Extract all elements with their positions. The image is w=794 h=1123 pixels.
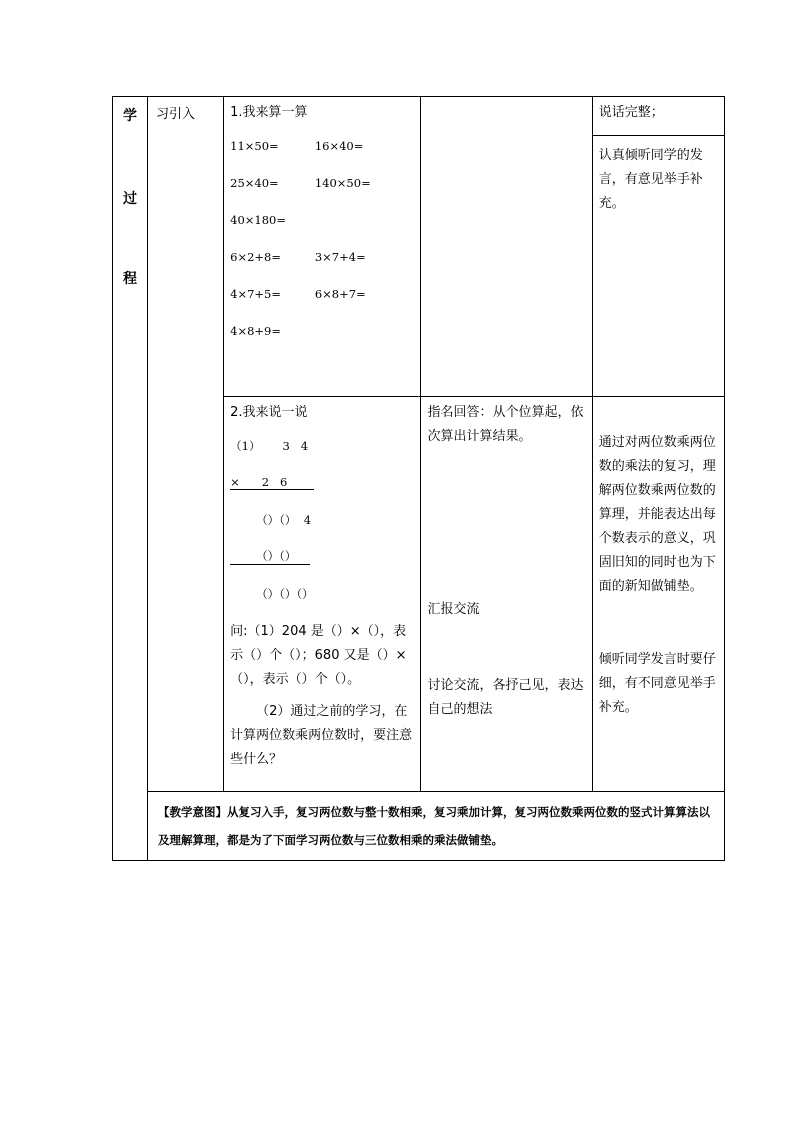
lesson-plan-table xyxy=(112,96,725,861)
vertical-line xyxy=(230,501,414,538)
calc-row xyxy=(230,275,414,312)
student-note: 认真倾听同学的发言，有意见举手补充。 xyxy=(593,135,724,216)
calc-item: 6×8+7= xyxy=(314,286,366,301)
student-note: 说话完整； xyxy=(598,105,664,120)
vertical-text: × 2 6 xyxy=(230,475,314,490)
vertical-line xyxy=(230,538,414,575)
section2-title: 2.我来说一说 xyxy=(230,405,308,420)
vertical-text: （）（） xyxy=(230,548,310,565)
calc-row xyxy=(230,127,414,164)
student-cell xyxy=(592,97,724,397)
vertical-line xyxy=(230,575,414,612)
vertical-line xyxy=(230,464,414,501)
teacher-note: 汇报交流 xyxy=(427,602,480,617)
calc-item: 4×7+5= xyxy=(230,286,282,301)
calc-row xyxy=(230,312,414,349)
teaching-intent: 【教学意图】从复习入手，复习两位数与整十数相乘，复习乘加计算，复习两位数乘两位数的竖式计算算法以及理解算理，都是为了下面学习两位数与三位数相乘的乘法做铺垫。 xyxy=(158,805,711,847)
stage-label: 习引入 xyxy=(156,107,196,122)
vertical-text: （）（） 4 xyxy=(256,512,312,527)
calc-row xyxy=(230,164,414,201)
vertical-line xyxy=(230,427,414,464)
vertical-label: （1） xyxy=(230,438,261,453)
vertical-text: （）（）（） xyxy=(256,586,314,601)
section1-title: 1.我来算一算 xyxy=(230,105,308,120)
calc-item: 140×50= xyxy=(314,175,371,190)
question-1: 问:（1）204 是（）×（），表示（）个（）；680 又是（）×（），表示（）个（）。 xyxy=(230,624,407,687)
design-note: 通过对两位数乘两位数的乘法的复习，理解两位数乘两位数的算理，并能表达出每个数表示的意义，巩固旧知的同时也为下面的新知做铺垫。 xyxy=(598,435,716,594)
calc-row xyxy=(230,238,414,275)
table-row xyxy=(113,792,725,861)
calc-item: 4×8+9= xyxy=(230,323,282,338)
table-row xyxy=(113,97,725,397)
student-note: 倾听同学发言时要仔细，有不同意见举手补充。 xyxy=(598,652,716,715)
side-label-char: 过 xyxy=(123,191,138,207)
teacher-note: 指名回答：从个位算起，依次算出计算结果。 xyxy=(427,405,584,444)
calc-cell xyxy=(224,97,421,397)
discussion-cell xyxy=(224,397,421,792)
teacher-note: 讨论交流，各抒己见，表达自己的想法 xyxy=(427,678,584,717)
side-label-char: 学 xyxy=(123,108,138,124)
stage-cell xyxy=(148,97,224,792)
vertical-text: 3 4 xyxy=(282,438,309,453)
intent-cell xyxy=(148,792,725,861)
calc-item: 40×180= xyxy=(230,212,287,227)
question-2: （2）通过之前的学习，在计算两位数乘两位数时，要注意些什么？ xyxy=(230,704,413,767)
calc-item: 11×50= xyxy=(230,138,279,153)
calc-item: 25×40= xyxy=(230,175,279,190)
calc-row xyxy=(230,201,414,238)
calc-item: 16×40= xyxy=(314,138,364,153)
student-cell xyxy=(592,397,724,792)
calc-item: 3×7+4= xyxy=(314,249,366,264)
side-label-cell xyxy=(113,97,148,861)
teacher-cell xyxy=(421,397,592,792)
calc-item: 6×2+8= xyxy=(230,249,282,264)
side-label-char: 程 xyxy=(123,271,138,287)
teacher-cell xyxy=(421,97,592,397)
